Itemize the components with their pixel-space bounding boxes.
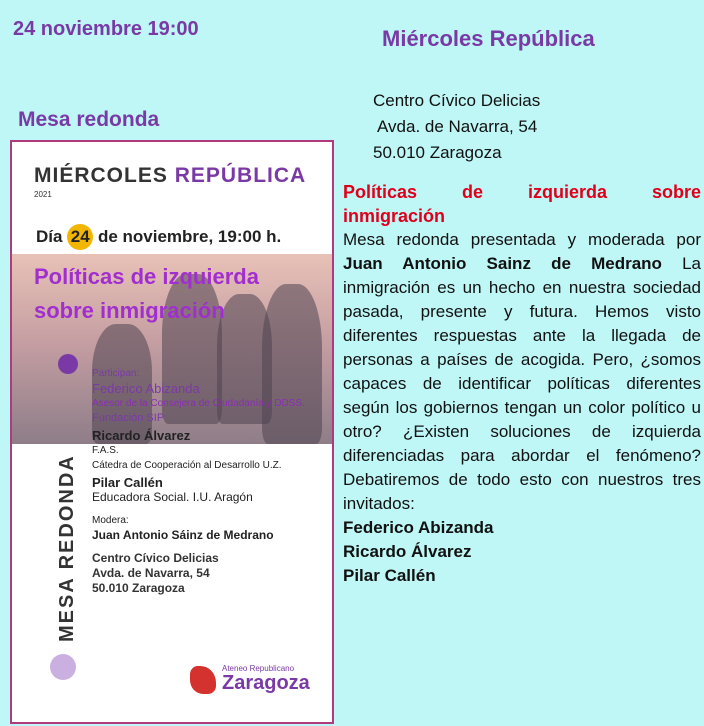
event-poster	[10, 140, 334, 724]
series-title: Miércoles República	[382, 26, 595, 51]
venue-address	[373, 88, 540, 166]
poster-title: MIÉRCOLES REPÚBLICA	[34, 164, 307, 187]
poster-vertical-label: MESA REDONDA	[56, 454, 78, 642]
poster-topic: Políticas de izquierda sobre inmigración	[34, 264, 259, 323]
guest-name: Federico Abizanda	[343, 518, 494, 537]
guest-name: Pilar Callén	[343, 566, 436, 585]
event-format: Mesa redonda	[18, 108, 160, 131]
venue-line: Avda. de Navarra, 54	[377, 117, 538, 136]
ateneo-logo: Ateneo Republicano Zaragoza	[190, 660, 320, 700]
decorative-dot	[50, 654, 76, 680]
guest-name: Ricardo Álvarez	[343, 542, 472, 561]
poster-participants: Participan: Federico Abizanda Asesor de la Consejera de Ciudadanía y DDSS. Fundación SIP Ricardo Álvarez F.A.S. Cátedra de Cooperación al Desarrollo U.Z. Pilar Callén Educadora Social. I.U. Aragón Modera: Juan Antonio Sáinz de Medrano Centro Cívico Delicias Avda. de Navarra, 54 50.010 Zaragoza	[92, 368, 305, 595]
event-date-time: 24 noviembre 19:00	[13, 18, 199, 40]
decorative-dot	[58, 354, 78, 374]
poster-year: 2021	[34, 190, 52, 199]
venue-line: Centro Cívico Delicias	[373, 91, 541, 110]
article-title: Políticas de izquierda sobre inmigración	[343, 182, 701, 226]
lion-icon	[190, 666, 216, 694]
venue-line: 50.010 Zaragoza	[373, 143, 502, 162]
article-body: Mesa redonda presentada y moderada por Juan Antonio Sainz de Medrano La inmigración es un hecho en nuestra sociedad pasada, presente y futura. Hemos visto diferentes respuestas ante la llegada de personas a países de acogida. Pero, ¿somos capaces de identificar políticas diferentes según los gobiernos tengan un color político u otro? ¿Existen soluciones de izquierda diferenciadas para abordar el fenómeno? Debatiremos de todo esto con nuestros tres invitados:	[343, 230, 701, 513]
event-description	[343, 180, 701, 588]
poster-date: Día 24 de noviembre, 19:00 h.	[36, 224, 281, 250]
